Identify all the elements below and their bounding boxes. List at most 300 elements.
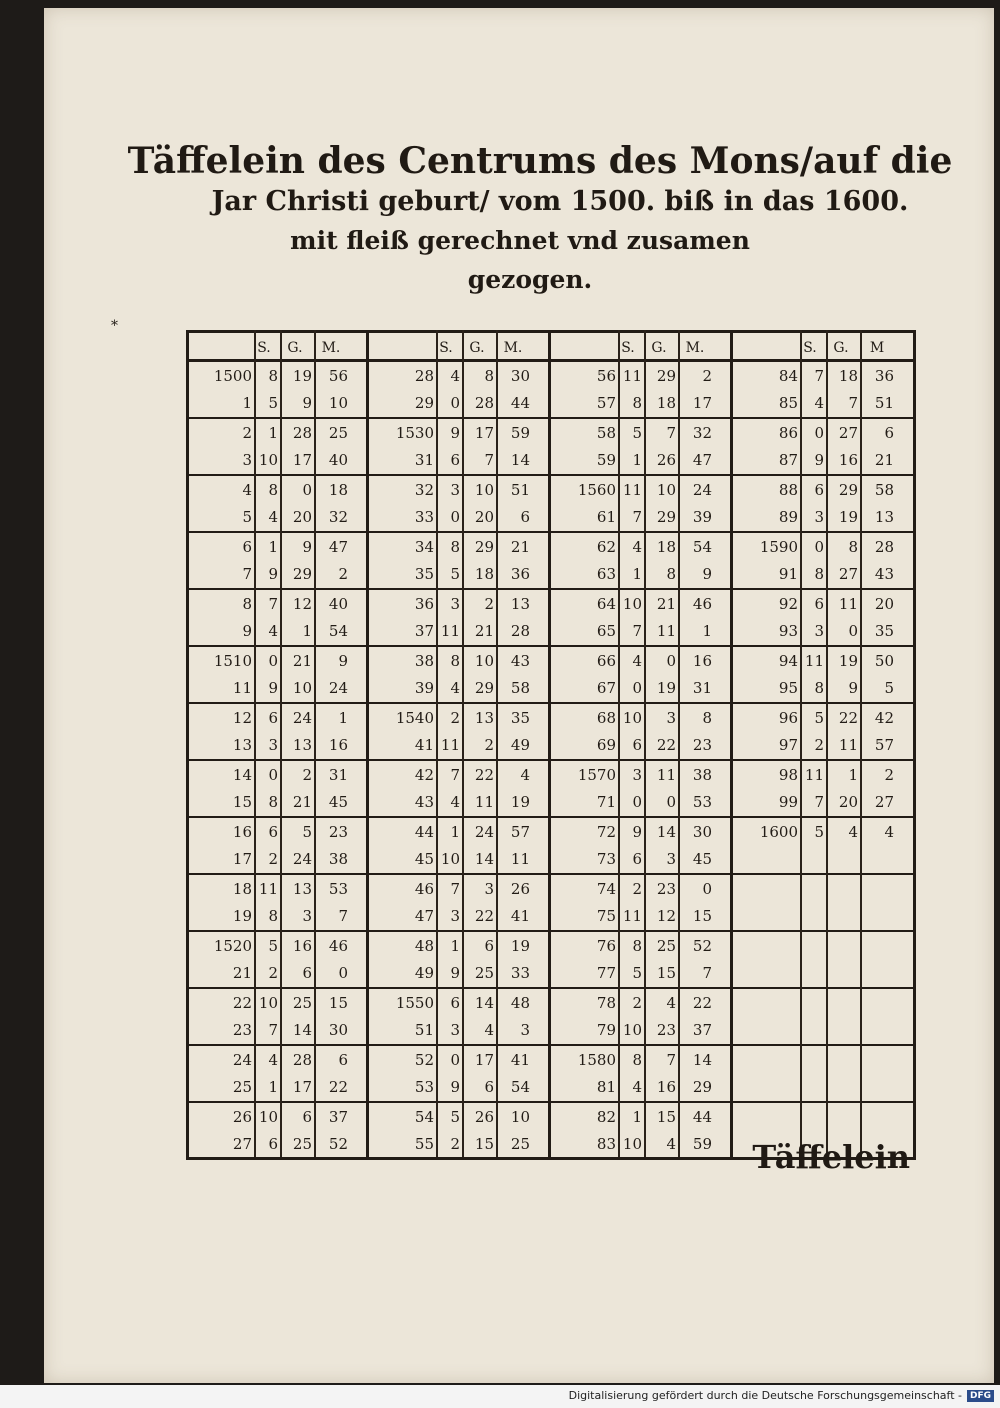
degrees-cell: 18	[656, 538, 676, 556]
year-cell: 62	[596, 538, 616, 556]
column-header: G.	[287, 340, 303, 356]
minutes-cell: 49	[510, 736, 530, 754]
year-cell	[736, 1076, 798, 1098]
year-cell: 41	[414, 736, 434, 754]
signs-cell: 3	[450, 1021, 460, 1039]
degrees-cell	[826, 848, 858, 870]
minutes-cell: 41	[510, 907, 530, 925]
year-cell: 79	[596, 1021, 616, 1039]
signs-cell: 9	[632, 823, 642, 841]
signs-cell: 1	[268, 1078, 278, 1096]
year-cell: 89	[778, 508, 798, 526]
minutes-cell: 57	[874, 736, 894, 754]
signs-cell: 11	[622, 367, 642, 385]
year-cell: 1570	[577, 766, 616, 784]
year-cell: 47	[414, 907, 434, 925]
degrees-cell: 7	[666, 1051, 676, 1069]
year-cell: 54	[414, 1108, 434, 1126]
signs-cell: 2	[450, 709, 460, 727]
signs-cell: 0	[268, 652, 278, 670]
signs-cell: 3	[450, 595, 460, 613]
minutes-cell: 33	[510, 964, 530, 982]
degrees-cell: 14	[474, 850, 494, 868]
signs-cell: 4	[450, 367, 460, 385]
minutes-cell: 6	[884, 424, 894, 442]
signs-cell: 6	[450, 994, 460, 1012]
year-cell: 1560	[577, 481, 616, 499]
degrees-cell: 21	[292, 793, 312, 811]
minutes-cell: 38	[328, 850, 348, 868]
degrees-cell: 10	[474, 652, 494, 670]
degrees-cell: 10	[656, 481, 676, 499]
degrees-cell	[826, 878, 858, 900]
signs-cell: 1	[632, 1108, 642, 1126]
year-cell: 94	[778, 652, 798, 670]
minutes-cell: 52	[328, 1135, 348, 1153]
year-cell: 52	[414, 1051, 434, 1069]
minutes-cell: 37	[328, 1108, 348, 1126]
signs-cell: 11	[622, 907, 642, 925]
signs-cell: 10	[622, 1135, 642, 1153]
minutes-cell: 24	[692, 481, 712, 499]
minutes-cell: 4	[520, 766, 530, 784]
degrees-cell: 21	[292, 652, 312, 670]
degrees-cell	[826, 1049, 858, 1071]
signs-cell: 3	[814, 622, 824, 640]
minutes-cell: 46	[328, 937, 348, 955]
signs-cell: 0	[814, 424, 824, 442]
signs-cell: 8	[814, 565, 824, 583]
signs-cell: 7	[450, 766, 460, 784]
minutes-cell: 37	[692, 1021, 712, 1039]
minutes-cell: 29	[692, 1078, 712, 1096]
degrees-cell: 11	[656, 622, 676, 640]
signs-cell: 8	[450, 538, 460, 556]
degrees-cell: 29	[292, 565, 312, 583]
minutes-cell	[860, 1106, 894, 1128]
signs-cell: 4	[268, 622, 278, 640]
signs-cell: 9	[450, 964, 460, 982]
column-rule	[826, 330, 828, 1160]
year-cell: 87	[778, 451, 798, 469]
year-cell	[736, 992, 798, 1014]
year-cell: 37	[414, 622, 434, 640]
degrees-cell: 0	[666, 652, 676, 670]
signs-cell: 1	[268, 538, 278, 556]
signs-cell: 8	[450, 652, 460, 670]
year-cell	[736, 1019, 798, 1041]
column-rule	[800, 330, 802, 1160]
year-cell: 91	[778, 565, 798, 583]
degrees-cell: 18	[656, 394, 676, 412]
year-cell: 72	[596, 823, 616, 841]
year-cell	[736, 962, 798, 984]
degrees-cell: 8	[484, 367, 494, 385]
minutes-cell	[860, 992, 894, 1014]
degrees-cell: 14	[474, 994, 494, 1012]
signs-cell: 1	[268, 424, 278, 442]
signs-cell: 10	[622, 709, 642, 727]
signs-cell: 6	[814, 595, 824, 613]
year-cell: 83	[596, 1135, 616, 1153]
year-cell: 27	[232, 1135, 252, 1153]
signs-cell: 9	[268, 565, 278, 583]
degrees-cell: 6	[484, 937, 494, 955]
minutes-cell: 16	[328, 736, 348, 754]
degrees-cell: 9	[302, 394, 312, 412]
minutes-cell: 21	[510, 538, 530, 556]
signs-cell	[800, 935, 824, 957]
year-cell: 33	[414, 508, 434, 526]
column-header: M.	[321, 340, 341, 356]
year-cell: 11	[232, 679, 252, 697]
degrees-cell: 22	[656, 736, 676, 754]
year-cell: 56	[596, 367, 616, 385]
signs-cell: 11	[804, 652, 824, 670]
block-separator	[730, 330, 733, 1160]
degrees-cell: 3	[302, 907, 312, 925]
minutes-cell	[860, 935, 894, 957]
year-cell: 77	[596, 964, 616, 982]
signs-cell: 6	[632, 736, 642, 754]
minutes-cell: 28	[510, 622, 530, 640]
degrees-cell: 16	[838, 451, 858, 469]
signs-cell: 1	[632, 451, 642, 469]
degrees-cell	[826, 992, 858, 1014]
year-cell: 1590	[759, 538, 798, 556]
minutes-cell: 7	[338, 907, 348, 925]
signs-cell	[800, 1049, 824, 1071]
minutes-cell: 47	[328, 538, 348, 556]
degrees-cell: 29	[838, 481, 858, 499]
signs-cell: 8	[632, 937, 642, 955]
year-cell: 9	[242, 622, 252, 640]
year-cell: 29	[414, 394, 434, 412]
signs-cell: 4	[268, 508, 278, 526]
minutes-cell: 59	[510, 424, 530, 442]
signs-cell: 4	[632, 538, 642, 556]
degrees-cell: 9	[848, 679, 858, 697]
year-cell: 14	[232, 766, 252, 784]
degrees-cell: 20	[838, 793, 858, 811]
signs-cell: 9	[450, 1078, 460, 1096]
year-cell: 32	[414, 481, 434, 499]
year-cell: 35	[414, 565, 434, 583]
block-separator	[366, 330, 369, 1160]
degrees-cell: 8	[848, 538, 858, 556]
degrees-cell: 22	[474, 907, 494, 925]
degrees-cell: 1	[848, 766, 858, 784]
minutes-cell: 7	[702, 964, 712, 982]
minutes-cell: 25	[510, 1135, 530, 1153]
minutes-cell: 13	[510, 595, 530, 613]
minutes-cell: 9	[338, 652, 348, 670]
year-cell: 8	[242, 595, 252, 613]
degrees-cell: 3	[484, 880, 494, 898]
signs-cell: 7	[814, 367, 824, 385]
year-cell: 58	[596, 424, 616, 442]
year-cell: 93	[778, 622, 798, 640]
minutes-cell: 6	[520, 508, 530, 526]
year-cell: 5	[242, 508, 252, 526]
signs-cell: 7	[632, 508, 642, 526]
year-cell: 45	[414, 850, 434, 868]
digitization-footer	[0, 1385, 1000, 1408]
signs-cell	[800, 905, 824, 927]
minutes-cell: 26	[510, 880, 530, 898]
minutes-cell: 30	[692, 823, 712, 841]
minutes-cell: 22	[328, 1078, 348, 1096]
degrees-cell: 22	[838, 709, 858, 727]
minutes-cell	[860, 1049, 894, 1071]
degrees-cell: 1	[302, 622, 312, 640]
degrees-cell: 27	[838, 424, 858, 442]
year-cell: 61	[596, 508, 616, 526]
minutes-cell: 43	[874, 565, 894, 583]
degrees-cell: 29	[474, 679, 494, 697]
degrees-cell: 21	[474, 622, 494, 640]
minutes-cell: 0	[702, 880, 712, 898]
degrees-cell: 12	[292, 595, 312, 613]
degrees-cell: 0	[848, 622, 858, 640]
column-header: M	[869, 340, 885, 356]
year-cell: 39	[414, 679, 434, 697]
signs-cell: 3	[450, 907, 460, 925]
minutes-cell: 45	[692, 850, 712, 868]
minutes-cell: 2	[338, 565, 348, 583]
minutes-cell: 58	[874, 481, 894, 499]
degrees-cell: 4	[666, 1135, 676, 1153]
year-cell: 4	[242, 481, 252, 499]
degrees-cell: 7	[848, 394, 858, 412]
minutes-cell: 41	[510, 1051, 530, 1069]
degrees-cell: 10	[474, 481, 494, 499]
degrees-cell: 15	[656, 1108, 676, 1126]
signs-cell: 5	[632, 424, 642, 442]
degrees-cell: 19	[838, 508, 858, 526]
minutes-cell: 57	[510, 823, 530, 841]
degrees-cell: 8	[666, 565, 676, 583]
year-cell: 44	[414, 823, 434, 841]
year-cell: 2	[242, 424, 252, 442]
year-cell: 69	[596, 736, 616, 754]
degrees-cell: 4	[484, 1021, 494, 1039]
signs-cell: 8	[814, 679, 824, 697]
minutes-cell: 53	[692, 793, 712, 811]
minutes-cell: 40	[328, 595, 348, 613]
degrees-cell: 10	[292, 679, 312, 697]
signs-cell: 0	[450, 508, 460, 526]
degrees-cell: 4	[848, 823, 858, 841]
signs-cell: 10	[258, 994, 278, 1012]
degrees-cell: 15	[474, 1135, 494, 1153]
degrees-cell: 23	[656, 1021, 676, 1039]
year-cell: 46	[414, 880, 434, 898]
signs-cell: 2	[268, 964, 278, 982]
signs-cell	[800, 992, 824, 1014]
minutes-cell: 56	[328, 367, 348, 385]
minutes-cell: 17	[692, 394, 712, 412]
column-rule	[462, 330, 464, 1160]
column-rule	[860, 330, 862, 1160]
signs-cell: 3	[632, 766, 642, 784]
column-header: G.	[469, 340, 485, 356]
signs-cell: 7	[268, 595, 278, 613]
margin-mark: *	[111, 318, 118, 334]
signs-cell: 7	[268, 1021, 278, 1039]
signs-cell: 1	[450, 823, 460, 841]
year-cell: 12	[232, 709, 252, 727]
year-cell: 1540	[395, 709, 434, 727]
minutes-cell: 38	[692, 766, 712, 784]
signs-cell: 4	[814, 394, 824, 412]
year-cell: 6	[242, 538, 252, 556]
column-header: G.	[651, 340, 667, 356]
column-rule	[254, 330, 256, 1160]
degrees-cell: 26	[474, 1108, 494, 1126]
degrees-cell: 13	[292, 736, 312, 754]
signs-cell: 11	[258, 880, 278, 898]
signs-cell: 5	[450, 1108, 460, 1126]
degrees-cell: 18	[474, 565, 494, 583]
signs-cell: 10	[258, 451, 278, 469]
minutes-cell	[860, 905, 894, 927]
year-cell: 1500	[213, 367, 252, 385]
minutes-cell: 20	[874, 595, 894, 613]
signs-cell: 8	[632, 1051, 642, 1069]
minutes-cell: 32	[692, 424, 712, 442]
page-title-line-3: mit fleiß gerechnet vnd zusamen	[290, 226, 750, 255]
degrees-cell: 11	[474, 793, 494, 811]
year-cell: 19	[232, 907, 252, 925]
minutes-cell: 36	[510, 565, 530, 583]
signs-cell: 4	[450, 793, 460, 811]
degrees-cell: 19	[656, 679, 676, 697]
signs-cell: 11	[804, 766, 824, 784]
minutes-cell: 54	[328, 622, 348, 640]
degrees-cell: 28	[474, 394, 494, 412]
year-cell: 15	[232, 793, 252, 811]
signs-cell	[800, 878, 824, 900]
minutes-cell	[860, 848, 894, 870]
year-cell: 59	[596, 451, 616, 469]
minutes-cell: 58	[510, 679, 530, 697]
signs-cell: 11	[440, 622, 460, 640]
signs-cell: 8	[268, 907, 278, 925]
page-title-line-2: Jar Christi geburt/ vom 1500. biß in das 1600.	[211, 186, 909, 217]
signs-cell: 0	[450, 1051, 460, 1069]
signs-cell: 11	[440, 736, 460, 754]
signs-cell	[800, 1019, 824, 1041]
minutes-cell	[860, 962, 894, 984]
minutes-cell	[860, 1019, 894, 1041]
minutes-cell: 15	[692, 907, 712, 925]
degrees-cell: 14	[292, 1021, 312, 1039]
degrees-cell: 2	[302, 766, 312, 784]
year-cell: 76	[596, 937, 616, 955]
signs-cell: 2	[632, 880, 642, 898]
signs-cell: 2	[632, 994, 642, 1012]
degrees-cell: 25	[656, 937, 676, 955]
minutes-cell: 16	[692, 652, 712, 670]
minutes-cell: 31	[692, 679, 712, 697]
minutes-cell: 23	[692, 736, 712, 754]
minutes-cell: 30	[510, 367, 530, 385]
minutes-cell: 54	[692, 538, 712, 556]
degrees-cell: 24	[292, 850, 312, 868]
degrees-cell: 18	[838, 367, 858, 385]
signs-cell: 5	[814, 823, 824, 841]
column-rule	[496, 330, 498, 1160]
signs-cell: 6	[268, 823, 278, 841]
degrees-cell: 24	[292, 709, 312, 727]
block-separator	[548, 330, 551, 1160]
year-cell	[736, 935, 798, 957]
year-cell: 64	[596, 595, 616, 613]
signs-cell: 9	[268, 679, 278, 697]
minutes-cell: 11	[510, 850, 530, 868]
minutes-cell: 21	[874, 451, 894, 469]
signs-cell: 1	[450, 937, 460, 955]
footer-text: Digitalisierung gefördert durch die Deutsche Forschungsgemeinschaft -	[568, 1389, 962, 1402]
minutes-cell: 19	[510, 793, 530, 811]
year-cell: 82	[596, 1108, 616, 1126]
year-cell: 1520	[213, 937, 252, 955]
year-cell: 92	[778, 595, 798, 613]
signs-cell	[800, 962, 824, 984]
signs-cell: 8	[268, 481, 278, 499]
degrees-cell: 29	[474, 538, 494, 556]
signs-cell: 5	[450, 565, 460, 583]
year-cell: 84	[778, 367, 798, 385]
minutes-cell: 44	[692, 1108, 712, 1126]
year-cell: 38	[414, 652, 434, 670]
minutes-cell: 27	[874, 793, 894, 811]
year-cell: 55	[414, 1135, 434, 1153]
year-cell: 28	[414, 367, 434, 385]
degrees-cell: 27	[838, 565, 858, 583]
signs-cell	[800, 1106, 824, 1128]
minutes-cell: 51	[874, 394, 894, 412]
signs-cell: 10	[622, 1021, 642, 1039]
year-cell: 98	[778, 766, 798, 784]
signs-cell: 6	[450, 451, 460, 469]
degrees-cell: 11	[838, 595, 858, 613]
signs-cell: 1	[632, 565, 642, 583]
year-cell: 71	[596, 793, 616, 811]
year-cell: 96	[778, 709, 798, 727]
degrees-cell: 3	[666, 850, 676, 868]
year-cell: 75	[596, 907, 616, 925]
degrees-cell: 22	[474, 766, 494, 784]
degrees-cell: 4	[666, 994, 676, 1012]
signs-cell	[800, 1076, 824, 1098]
year-cell: 36	[414, 595, 434, 613]
year-cell: 1	[242, 394, 252, 412]
minutes-cell: 22	[692, 994, 712, 1012]
minutes-cell: 24	[328, 679, 348, 697]
signs-cell: 6	[268, 709, 278, 727]
year-cell	[736, 1106, 798, 1128]
column-header: S.	[257, 340, 271, 356]
column-header: S.	[621, 340, 635, 356]
signs-cell: 5	[632, 964, 642, 982]
signs-cell: 0	[814, 538, 824, 556]
minutes-cell: 18	[328, 481, 348, 499]
year-cell: 25	[232, 1078, 252, 1096]
year-cell: 34	[414, 538, 434, 556]
signs-cell: 0	[268, 766, 278, 784]
